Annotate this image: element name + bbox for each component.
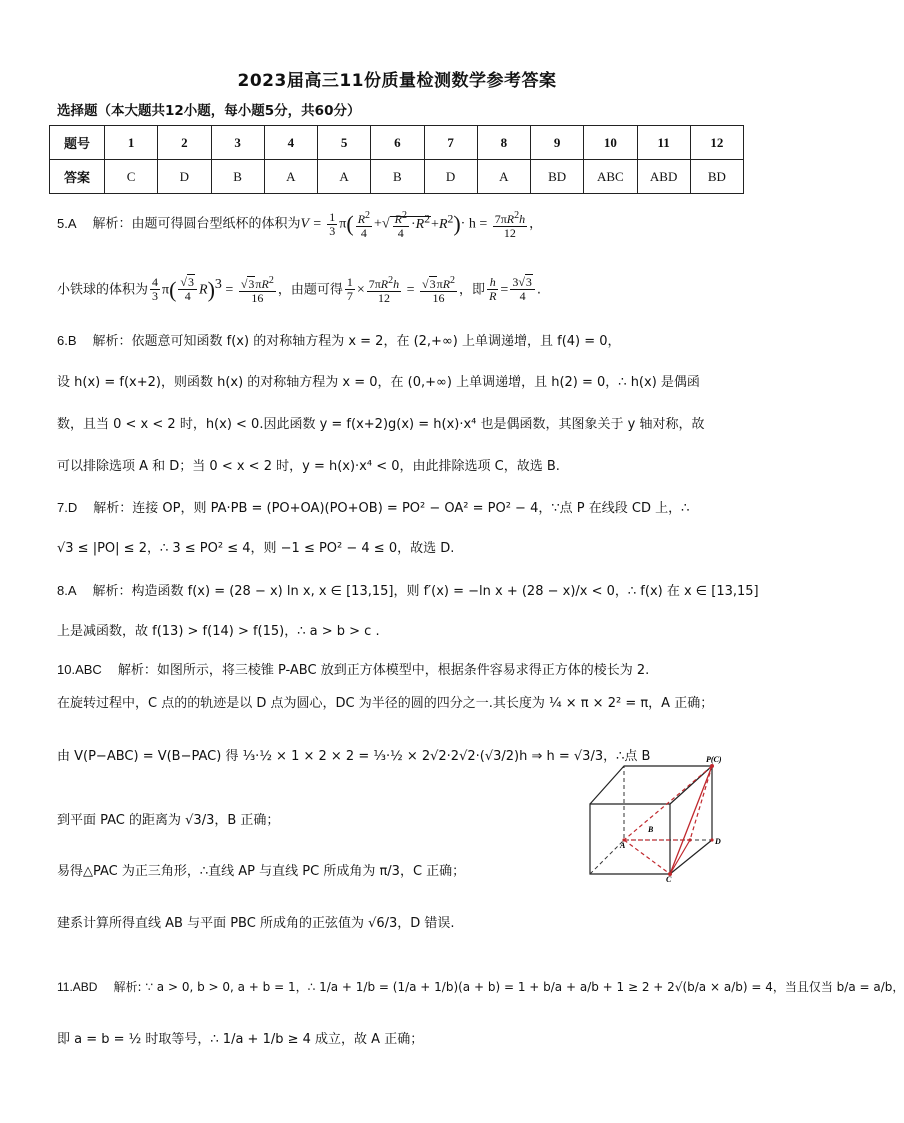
answer-table	[49, 125, 744, 194]
math-fraction: $\frac{1}{3}$	[329, 209, 336, 238]
q10-line-6: 建系计算所得直线 AB 与平面 PBC 所成角的正弦值为 √6/3，D 错误.	[57, 916, 455, 931]
q5-end-2: .	[536, 282, 542, 298]
cube-diagram	[580, 752, 730, 882]
q8-text-1: 解析：构造函数 f(x) = (28 − x) ln x, x ∈ [13,15]，则 f′(x) = −ln x + (28 − x)/x < 0，∴ f(x) 在 x ∈ [13,15]	[92, 584, 759, 599]
q6-line-4: 可以排除选项 A 和 D；当 0 < x < 2 时，y = h(x)·x⁴ < 0，由此排除选项 C，故选 B.	[57, 459, 560, 474]
page-title: 2023届高三11份质量检测数学参考答案	[237, 71, 557, 91]
table-row-numbers	[50, 126, 744, 160]
q5-text-1: 解析：由题可得圆台型纸杯的体积为	[92, 216, 301, 232]
table-cell: A	[318, 160, 371, 194]
q10-line-3: 由 V(P−ABC) = V(B−PAC) 得 ⅓·½ × 1 × 2 × 2 = ⅓·½ × 2√2·2√2·(√3/2)h ⇒ h = √3/3，∴点 B	[57, 749, 651, 764]
table-cell: 8	[477, 126, 530, 160]
q10-line-1	[57, 659, 649, 682]
q5-label: 5.A	[57, 215, 77, 231]
q5-expr-c: · h =	[460, 216, 491, 232]
label-d: D	[715, 837, 721, 846]
q5-line-1: 5.A 解析：由题可得圆台型纸杯的体积为V = $\frac{1}{3}$ π( $\frac{R^2}{4}$ +√ $\frac{R^2}{4}$ $\cdot R^2+R^2)\cdot h$ = $\frac{7\pi R^2h}{12}$ ，	[57, 209, 543, 240]
table-cell: BD	[690, 160, 743, 194]
table-row-answers	[50, 160, 744, 194]
label-a: A	[620, 841, 626, 850]
table-cell: B	[211, 160, 264, 194]
q10-label: 10.ABC	[57, 662, 102, 677]
q10-text-1: 解析：如图所示，将三棱锥 P-ABC 放到正方体模型中，根据条件容易求得正方体的棱长为 2.	[117, 663, 650, 678]
table-cell: C	[105, 160, 158, 194]
table-cell: 3	[211, 126, 264, 160]
table-cell: D	[424, 160, 477, 194]
q5-mid-1: ，由题可得	[277, 282, 343, 298]
table-cell: 6	[371, 126, 424, 160]
table-cell: 7	[424, 126, 477, 160]
q6-line-1	[57, 330, 621, 353]
label-pc: P(C)	[706, 755, 722, 764]
q5-text-2: 小铁球的体积为	[57, 282, 149, 298]
q5-expr-b: π	[339, 216, 347, 232]
row-header-answer: 答案	[50, 160, 105, 194]
label-c: C	[666, 875, 672, 884]
q8-line-2: 上是减函数，故 f(13) > f(14) > f(15)，∴ a > b > c .	[57, 624, 380, 639]
q7-label: 7.D	[57, 500, 78, 515]
table-cell: 1	[105, 126, 158, 160]
q7-line-1	[57, 497, 689, 520]
q11-label: 11.ABD	[57, 980, 98, 994]
table-cell: 12	[690, 126, 743, 160]
table-cell: A	[264, 160, 317, 194]
table-cell: ABC	[584, 160, 637, 194]
label-b: B	[648, 825, 654, 834]
q5-line-2: 小铁球的体积为 $\frac{4}{3}$ π( $\frac{√3}{4}$ R)$^3$ = $\frac{√3\pi R^2}{16}$ ，由题可得 $\frac{1}{7}$ × $\frac{7\pi R^2h}{12}$ = $\frac{√3\pi R^2}{16}$ ，即 $\frac{h}{R}$ = $\frac{3√3}{4}$ .	[57, 275, 542, 306]
q6-text-1: 解析：依题意可知函数 f(x) 的对称轴方程为 x = 2，在 (2,+∞) 上单调递增，且 f(4) = 0，	[92, 334, 621, 349]
q5-expr-a: V =	[300, 216, 326, 232]
q11-line-2: 即 a = b = ½ 时取等号，∴ 1/a + 1/b ≥ 4 成立，故 A 正确；	[57, 1032, 424, 1047]
section-heading: 选择题（本大题共12小题，每小题5分，共60分）	[57, 103, 361, 119]
table-cell: 10	[584, 126, 637, 160]
table-cell: A	[477, 160, 530, 194]
q6-label: 6.B	[57, 333, 77, 348]
q10-line-5: 易得△PAC 为正三角形，∴直线 AP 与直线 PC 所成角为 π/3，C 正确；	[57, 864, 466, 879]
table-cell: BD	[531, 160, 584, 194]
q6-line-3: 数，且当 0 < x < 2 时，h(x) < 0.因此函数 y = f(x+2)g(x) = h(x)·x⁴ 也是偶函数，其图象关于 y 轴对称，故	[57, 417, 705, 432]
table-cell: B	[371, 160, 424, 194]
table-cell: 11	[637, 126, 690, 160]
table-cell: ABD	[637, 160, 690, 194]
q10-line-4: 到平面 PAC 的距离为 √3/3，B 正确；	[57, 813, 280, 828]
table-cell: 9	[531, 126, 584, 160]
q10-line-2: 在旋转过程中，C 点的的轨迹是以 D 点为圆心，DC 为半径的圆的四分之一.其长度为 ¼ × π × 2² = π，A 正确；	[57, 696, 714, 711]
table-cell: 2	[158, 126, 211, 160]
row-header-number: 题号	[50, 126, 105, 160]
q7-line-2: √3 ≤ |PO| ≤ 2，∴ 3 ≤ PO² ≤ 4，则 −1 ≤ PO² − 4 ≤ 0，故选 D.	[57, 541, 455, 556]
q5-mid-2: ，即	[459, 282, 486, 298]
table-cell: D	[158, 160, 211, 194]
q11-line-1	[57, 976, 904, 998]
q5-end-1: ，	[529, 216, 543, 232]
table-cell: 5	[318, 126, 371, 160]
q7-text-1: 解析：连接 OP，则 PA·PB = (PO+OA)(PO+OB) = PO² − OA² = PO² − 4，∵点 P 在线段 CD 上，∴	[93, 501, 690, 516]
q8-line-1	[57, 580, 759, 603]
q6-line-2: 设 h(x) = f(x+2)，则函数 h(x) 的对称轴方程为 x = 0，在 (0,+∞) 上单调递增，且 h(2) = 0，∴ h(x) 是偶函	[57, 375, 700, 390]
q11-text-1: 解析: ∵ a > 0, b > 0, a + b = 1，∴ 1/a + 1/b = (1/a + 1/b)(a + b) = 1 + b/a + a/b + 1 ≥ 2 + 2√(b/a × a/b) = 4，当且仅当 b/a = a/b，	[113, 980, 904, 994]
table-cell: 4	[264, 126, 317, 160]
q8-label: 8.A	[57, 583, 77, 598]
